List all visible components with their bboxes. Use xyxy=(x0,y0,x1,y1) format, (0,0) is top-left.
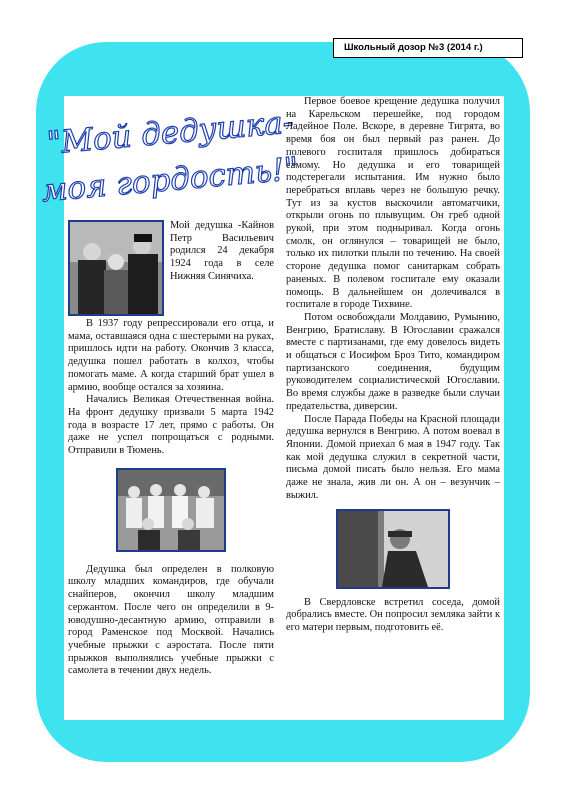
paragraph: Мой дедушка -Кайнов Петр Васильевич родился 24 декабря 1924 года в селе Нижняя Синячиха. xyxy=(170,220,274,282)
paragraph: Потом освобождали Молдавию, Румынию, Венгрию, Братиславу. В Югославии сражался вместе с партизанами, где ему довелось видеть и общаться с Иосифом Броз Тито, командиром партизанского соединения, будущим руководителем социалистической Югославии. Во время службы даже в разведке были случаи предательства, диверсии. xyxy=(286,311,500,412)
paragraph: После Парада Победы на Красной площади дедушка вернулся в Венгрию. А потом воевал в Японии. Домой приехал 6 мая в 1947 году. Так как мой дедушка служил в секретной части, письма домой писать было нельзя. Его мама даже не знала, жив ли он. А он – везунчик – выжил. xyxy=(286,413,500,501)
paragraph: Первое боевое крещение дедушка получил на Карельском перешейке, под городом Ладейное Поле. Вскоре, в деревне Тигрята, во время боя он был первый раз ранен. До полевого госпиталя пришлось добираться самому. Но дедушка и его товарищей подстерегали испытания. Им нужно было перебраться вплавь через не большую речку. Тут из за кустов выскочили автоматчики, открыли огонь по плывущим. Он греб одной рукой, при этом подныривал. Когда огонь смолк, он оглянулся – товарищей не было, только их пилотки плыли по течению. На своей стороне дедушка помог санитаркам собрать раненых. В полевом госпитале ему оказали помощь. В дальнейшем он долечивался в госпитале в городе Тихвине. xyxy=(286,96,500,311)
paragraph: Начались Великая Отечественная война. На фронт дедушку призвали 5 марта 1942 года в возрасте 17 лет, прямо с работы. Он даже не успел попрощаться с родными. Отправили в Тюмень. xyxy=(68,394,274,457)
portrait-photo xyxy=(336,509,450,589)
paragraph: В 1937 году репрессировали его отца, и мама, оставшаяся одна с шестерыми на руках, пришлось идти на работу. Окончив 3 класса, дедушка пошел работать в колхоз, чтобы помогать маме. А когда старший брат ушел в армию, вообще остался за хозяина. xyxy=(68,318,274,393)
title-line-1: "Мой дедушка- xyxy=(45,104,295,162)
issue-header: Школьный дозор №3 (2014 г.) xyxy=(333,38,523,58)
title-line-2: моя гордость!" xyxy=(40,150,301,210)
veterans-photo xyxy=(68,220,164,316)
right-column xyxy=(286,96,500,635)
article-page xyxy=(40,96,504,720)
paragraph: В Свердловске встретил соседа, домой добрались вместе. Он попросил земляка зайти к его матери первым, подготовить её. xyxy=(286,596,500,633)
paragraph: Дедушка был определен в полковую школу младших командиров, где обучали снайперов, окончил школу младшим сержантом. После чего он определили в 9-юводушно-десантную армию, отправили в город Раменское под Москвой. Начались учебные прыжки с аэростата. После пяти прыжков выполнялись учебные прыжки с самолета в течении двух недель. xyxy=(68,563,274,677)
family-photo xyxy=(116,468,226,552)
left-column xyxy=(68,96,274,678)
